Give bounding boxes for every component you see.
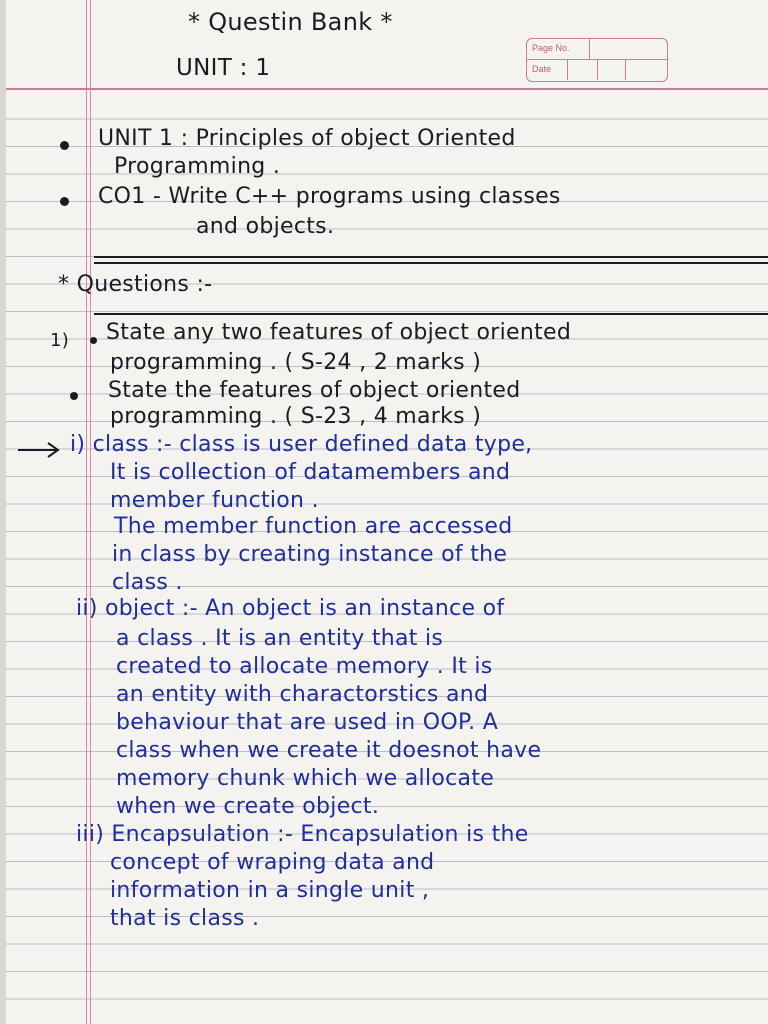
page-no-label: Page No. bbox=[532, 43, 570, 53]
bullet-dot bbox=[90, 337, 97, 344]
answer-encapsulation-line: that is class . bbox=[110, 906, 260, 931]
answer-object-line: memory chunk which we allocate bbox=[116, 766, 495, 791]
divider bbox=[94, 313, 768, 315]
answer-class-line: member function . bbox=[110, 488, 319, 513]
bullet-dot bbox=[60, 197, 69, 206]
date-row bbox=[527, 60, 667, 80]
answer-object-line: behaviour that are used in OOP. A bbox=[116, 710, 499, 735]
question-text: State the features of object oriented bbox=[108, 378, 521, 403]
divider bbox=[94, 256, 768, 258]
unit-label: UNIT : 1 bbox=[176, 55, 271, 81]
course-outcome: CO1 - Write C++ programs using classes bbox=[98, 184, 561, 209]
page-date-box bbox=[526, 38, 668, 82]
bullet-dot bbox=[60, 141, 69, 150]
questions-heading: * Questions :- bbox=[58, 272, 213, 297]
page-title: * Questin Bank * bbox=[188, 8, 393, 36]
answer-encapsulation-line: information in a single unit , bbox=[110, 878, 430, 903]
question-text-cont: programming . ( S-23 , 4 marks ) bbox=[110, 404, 482, 429]
answer-class-line: i) class :- class is user defined data type, bbox=[70, 432, 533, 457]
question-text-cont: programming . ( S-24 , 2 marks ) bbox=[110, 350, 482, 375]
question-number: 1) bbox=[50, 330, 70, 351]
answer-encapsulation-line: iii) Encapsulation :- Encapsulation is the bbox=[76, 822, 529, 847]
arrow-right-icon bbox=[16, 440, 62, 460]
date-label: Date bbox=[532, 64, 552, 74]
course-outcome-cont: and objects. bbox=[196, 214, 335, 239]
answer-object-line: ii) object :- An object is an instance of bbox=[76, 596, 505, 621]
margin-line-inner bbox=[90, 0, 91, 1024]
header-rule bbox=[6, 88, 768, 90]
answer-object-line: an entity with charactorstics and bbox=[116, 682, 489, 707]
page-no-row bbox=[527, 39, 667, 60]
answer-class-line: class . bbox=[112, 570, 183, 595]
unit-heading-cont: Programming . bbox=[114, 154, 281, 179]
notebook-page bbox=[6, 0, 768, 1024]
answer-object-line: created to allocate memory . It is bbox=[116, 654, 493, 679]
answer-encapsulation-line: concept of wraping data and bbox=[110, 850, 435, 875]
answer-class-line: It is collection of datamembers and bbox=[110, 460, 511, 485]
answer-class-line: The member function are accessed bbox=[114, 514, 513, 539]
unit-heading: UNIT 1 : Principles of object Oriented bbox=[98, 126, 516, 151]
divider bbox=[94, 262, 768, 264]
answer-object-line: class when we create it doesnot have bbox=[116, 738, 542, 763]
answer-class-line: in class by creating instance of the bbox=[112, 542, 508, 567]
question-text: State any two features of object oriented bbox=[106, 320, 572, 345]
answer-object-line: when we create object. bbox=[116, 794, 380, 819]
answer-object-line: a class . It is an entity that is bbox=[116, 626, 444, 651]
margin-line bbox=[86, 0, 87, 1024]
bullet-dot bbox=[70, 392, 78, 400]
